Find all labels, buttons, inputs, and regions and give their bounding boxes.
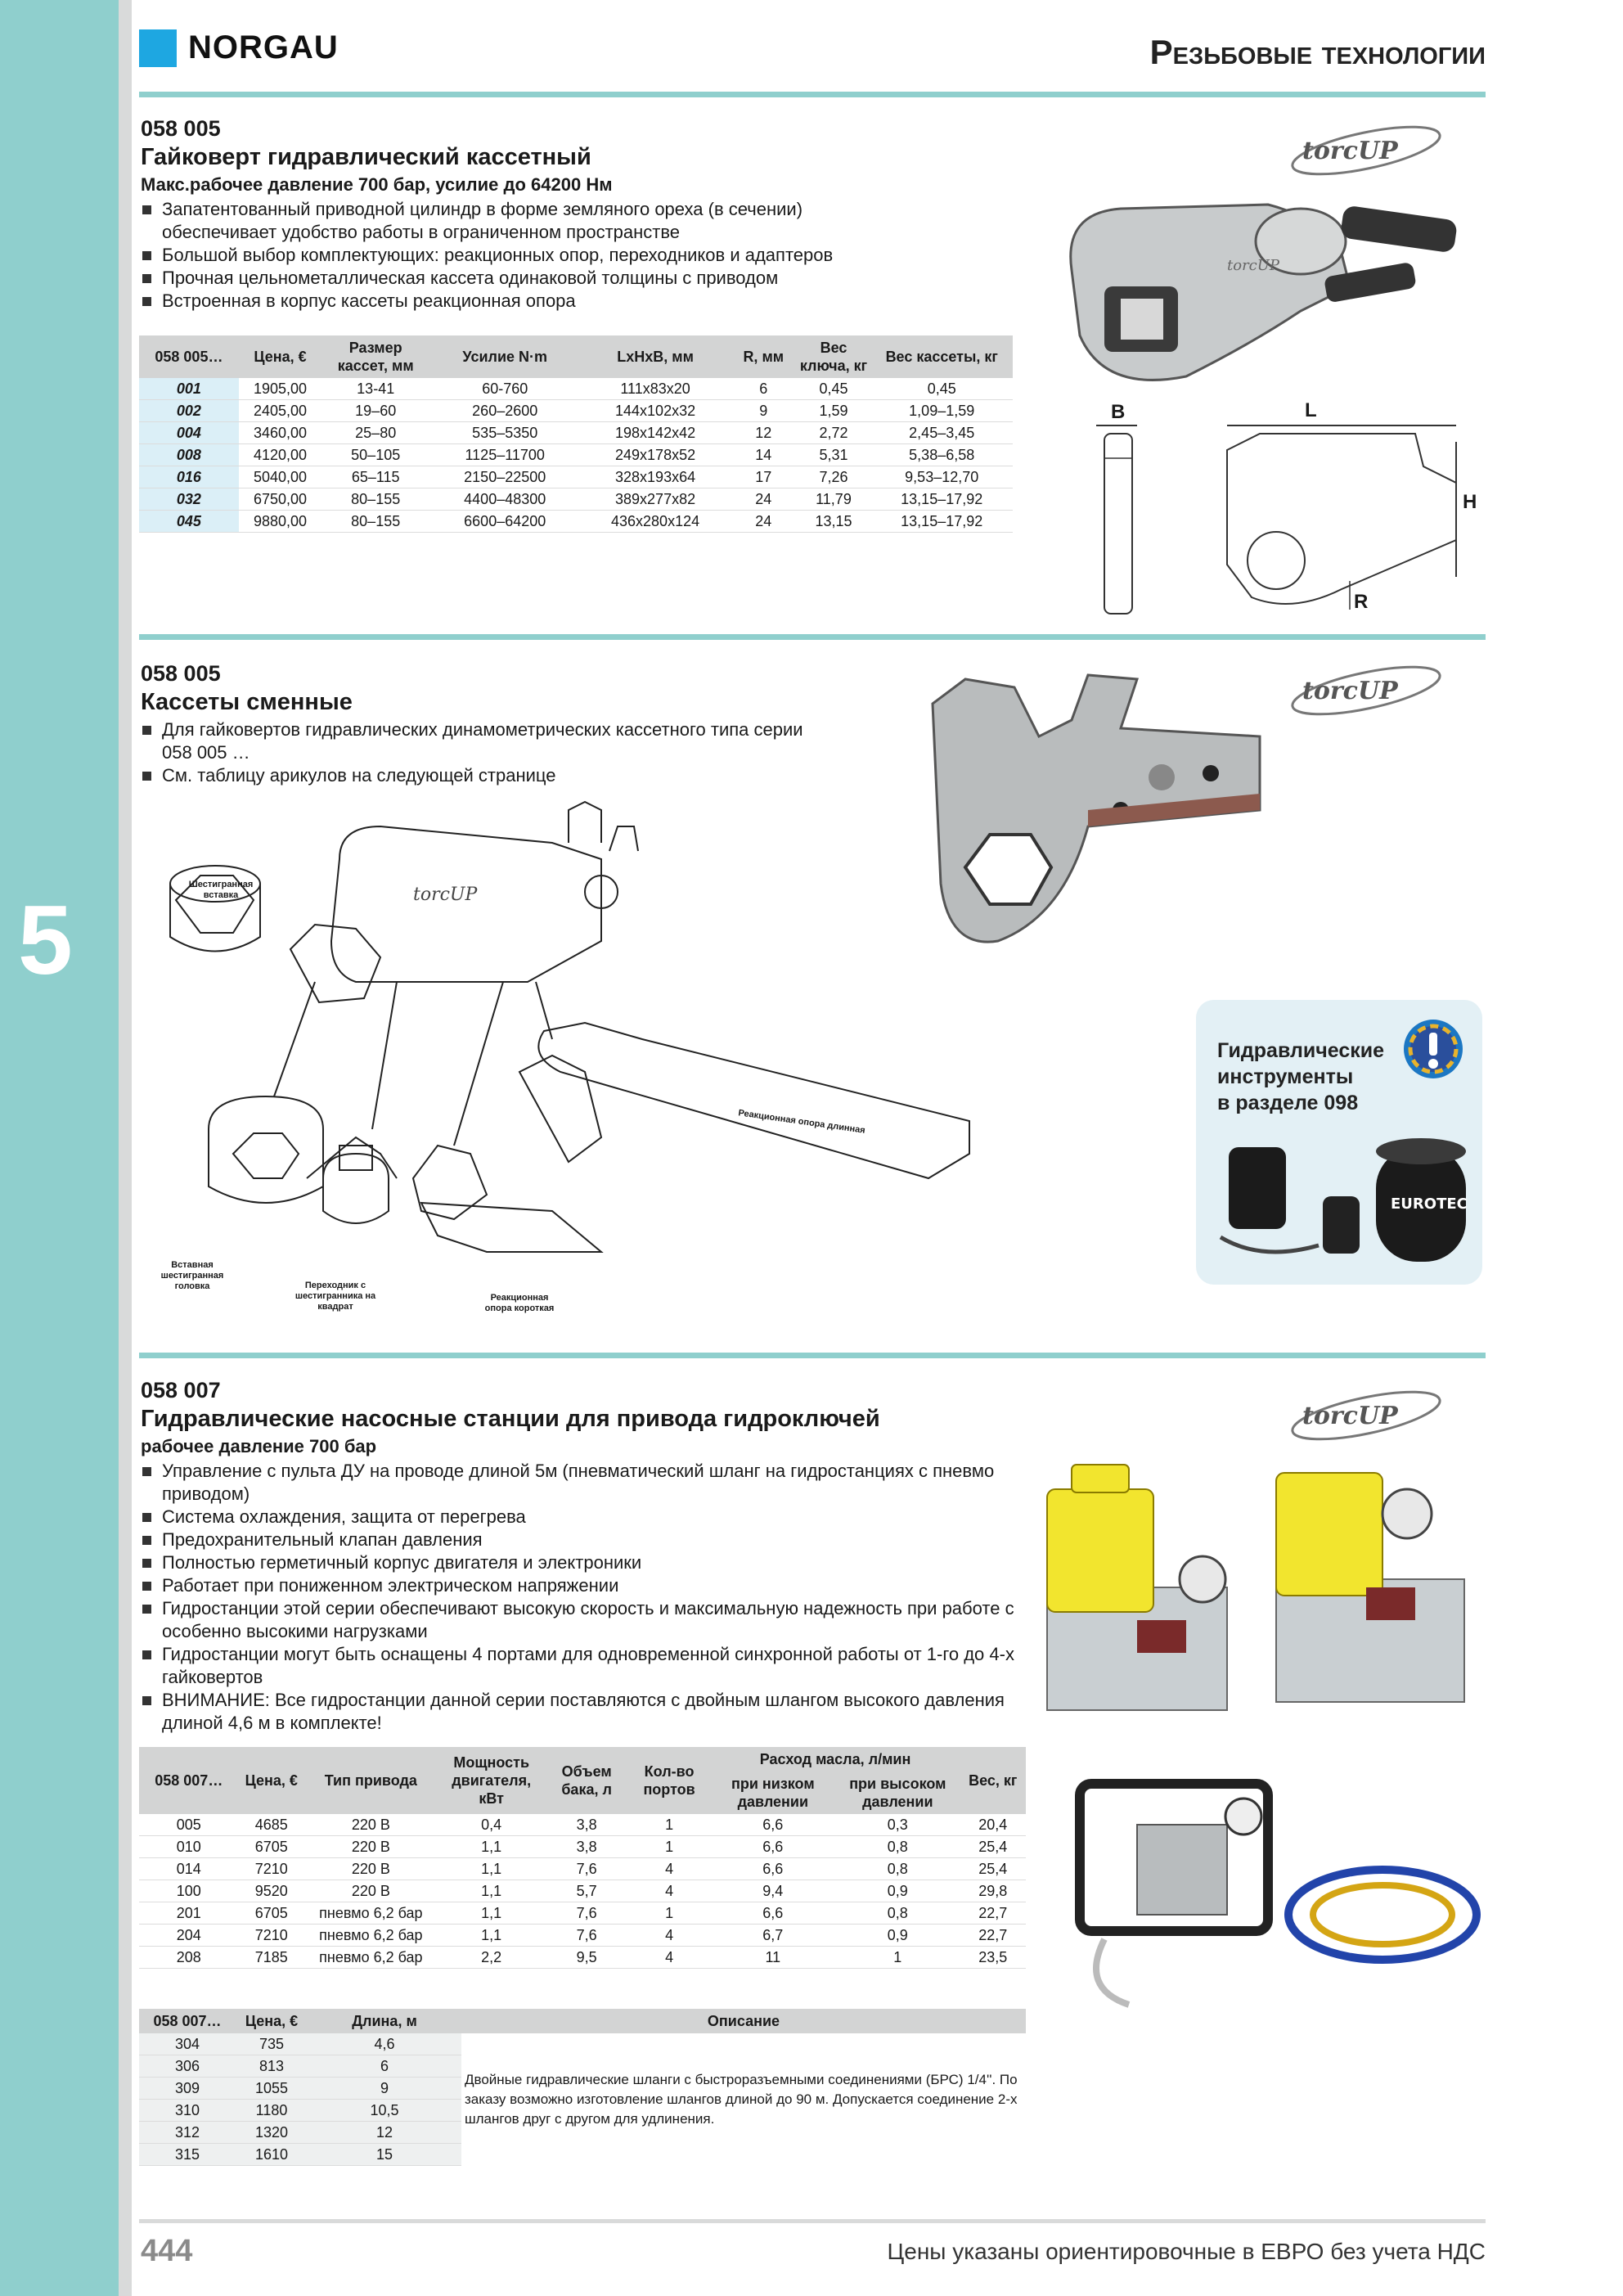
table-row: [139, 1902, 1026, 1925]
table-cell: 22,7: [960, 1925, 1026, 1947]
table-cell: 0,45: [870, 378, 1013, 400]
table-cell: 001: [139, 378, 239, 400]
table-cell: 4: [628, 1947, 711, 1969]
table-cell: 1: [628, 1814, 711, 1836]
section-cassettes: [141, 660, 877, 787]
table-cell: 1905,00: [239, 378, 321, 400]
table-cell: 0,3: [835, 1814, 960, 1836]
table-cell: 9520: [239, 1880, 304, 1902]
table-cell: 7210: [239, 1858, 304, 1880]
table-cell: 15: [308, 2144, 461, 2166]
table-cell: 6,6: [711, 1902, 836, 1925]
table-cell: 25,4: [960, 1836, 1026, 1858]
table-cell: 1320: [236, 2122, 308, 2144]
table-cell: 198x142x42: [580, 422, 731, 444]
svg-text:torcUP: torcUP: [413, 885, 478, 905]
col-header: Вес, кг: [960, 1747, 1026, 1814]
table-cell: 309: [139, 2078, 236, 2100]
table-row: [139, 488, 1013, 511]
table-cell: 310: [139, 2100, 236, 2122]
table-cell: 4: [628, 1858, 711, 1880]
hose-description: Двойные гидравлические шланги с быстроразъемными соединениями (БРС) 1/4''. По заказу возможно изготовление шлангов длиной до 90 м. Допускается соединение 2-х шлангов друг с другом для удлинения.: [465, 2071, 1018, 2127]
table-cell: 4685: [239, 1814, 304, 1836]
col-header: Кол-во портов: [628, 1747, 711, 1814]
feature-list: [141, 198, 1041, 313]
table-cell: 6,6: [711, 1858, 836, 1880]
table-cell: 0,45: [797, 378, 871, 400]
section-torque-wrench: [141, 115, 1041, 313]
table-row: [139, 1836, 1026, 1858]
table-cell: 7210: [239, 1925, 304, 1947]
table-cell: 813: [236, 2055, 308, 2078]
table-cell: 389x277x82: [580, 488, 731, 511]
table-cell: 1,1: [438, 1836, 546, 1858]
table-cell: 220 В: [304, 1880, 438, 1902]
dimension-drawing: [1072, 401, 1489, 622]
side-grey-band: [119, 0, 132, 2296]
list-item: Запатентованный приводной цилиндр в форме земляного ореха (в сечении) обеспечивает удобство работы в ограниченном пространстве: [141, 198, 865, 244]
section-pump-stations: [141, 1376, 1024, 1735]
table-cell: 9,53–12,70: [870, 466, 1013, 488]
table-cell: 80–155: [321, 511, 429, 533]
col-header: при низком давлении: [711, 1772, 836, 1814]
table-cell: 29,8: [960, 1880, 1026, 1902]
table-cell: 24: [731, 488, 797, 511]
table-cell: 13-41: [321, 378, 429, 400]
table-cell: 004: [139, 422, 239, 444]
exploded-diagram: [143, 794, 1010, 1334]
list-item: Гидростанции могут быть оснащены 4 портами для одновременной синхронной работы от 1-го до 4-х гайковертов: [141, 1643, 1024, 1689]
table-cell: 016: [139, 466, 239, 488]
col-header: Вес ключа, кг: [797, 335, 871, 378]
table-cell: 6,6: [711, 1814, 836, 1836]
col-header: Цена, €: [239, 1747, 304, 1814]
table-cell: 201: [139, 1902, 239, 1925]
table-cell: 2,72: [797, 422, 871, 444]
label-hex-head: Вставная шестигранная головка: [160, 1260, 224, 1291]
table-cell: 80–155: [321, 488, 429, 511]
table-cell: 6,7: [711, 1925, 836, 1947]
table-cell: 0,9: [835, 1880, 960, 1902]
dim-label-r: R: [1354, 591, 1369, 613]
col-header: при высоком давлении: [835, 1772, 960, 1814]
hydraulic-wrench-image: [1055, 180, 1481, 393]
table-cell: 144x102x32: [580, 400, 731, 422]
table-cell: пневмо 6,2 бар: [304, 1925, 438, 1947]
table-cell: 25–80: [321, 422, 429, 444]
col-header: 058 007…: [139, 2009, 236, 2033]
table-cell: 1,1: [438, 1902, 546, 1925]
table-cell: 25,4: [960, 1858, 1026, 1880]
table-cell: 9: [308, 2078, 461, 2100]
table-cell: пневмо 6,2 бар: [304, 1947, 438, 1969]
torcup-logo: [1284, 123, 1448, 177]
dim-label-h: H: [1463, 491, 1477, 513]
table-cell: 3,8: [546, 1836, 628, 1858]
col-header: Усилие N·m: [429, 335, 580, 378]
section-divider: [139, 1353, 1486, 1358]
table-cell: 008: [139, 444, 239, 466]
svg-text:torcUP: torcUP: [1302, 677, 1398, 705]
table-cell: 328x193x64: [580, 466, 731, 488]
table-cell: 23,5: [960, 1947, 1026, 1969]
table-cell: 1: [628, 1902, 711, 1925]
list-item: Прочная цельнометаллическая кассета одинаковой толщины с приводом: [141, 267, 1041, 290]
col-header: Длина, м: [308, 2009, 461, 2033]
table-row: [139, 2033, 1026, 2055]
table-cell: 65–115: [321, 466, 429, 488]
col-header: Расход масла, л/мин: [711, 1747, 960, 1772]
table-cell: 17: [731, 466, 797, 488]
wrench-spec-table: [139, 335, 1013, 533]
col-header: Объем бака, л: [546, 1747, 628, 1814]
table-cell: 6705: [239, 1902, 304, 1925]
table-cell: 4: [628, 1880, 711, 1902]
table-cell: 304: [139, 2033, 236, 2055]
table-cell: 1180: [236, 2100, 308, 2122]
table-cell: 19–60: [321, 400, 429, 422]
brand-logo-square: [139, 29, 177, 67]
table-cell: 1: [628, 1836, 711, 1858]
list-item: Большой выбор комплектующих: реакционных опор, переходников и адаптеров: [141, 244, 1041, 267]
table-cell: 24: [731, 511, 797, 533]
page-title: Резьбовые технологии: [1149, 33, 1486, 71]
table-cell: 2150–22500: [429, 466, 580, 488]
table-cell: 1125–11700: [429, 444, 580, 466]
table-cell: 5040,00: [239, 466, 321, 488]
table-cell: 315: [139, 2144, 236, 2166]
col-header: Вес кассеты, кг: [870, 335, 1013, 378]
table-cell: 4,6: [308, 2033, 461, 2055]
table-row: [139, 422, 1013, 444]
product-title: Гайковерт гидравлический кассетный: [141, 144, 591, 170]
hydraulic-tools-ad[interactable]: [1196, 1000, 1482, 1285]
hose-table: [139, 2009, 1026, 2166]
table-cell: 50–105: [321, 444, 429, 466]
table-cell: 7,6: [546, 1925, 628, 1947]
table-cell: 6750,00: [239, 488, 321, 511]
table-cell: 5,7: [546, 1880, 628, 1902]
table-cell: 535–5350: [429, 422, 580, 444]
ad-text: Гидравлические инструменты в разделе 098: [1217, 1039, 1385, 1114]
table-cell: 6,6: [711, 1836, 836, 1858]
pneumatic-pump-image: [1055, 1751, 1481, 2021]
table-cell: 005: [139, 1814, 239, 1836]
table-cell: 7,6: [546, 1902, 628, 1925]
footer-note: Цены указаны ориентировочные в ЕВРО без учета НДС: [887, 2239, 1486, 2264]
torcup-logo: [1284, 1388, 1448, 1442]
table-row: [139, 400, 1013, 422]
table-cell: 60-760: [429, 378, 580, 400]
table-cell: 1: [835, 1947, 960, 1969]
col-header: LxHxB, мм: [580, 335, 731, 378]
table-cell: 220 В: [304, 1814, 438, 1836]
list-item: См. таблицу арикулов на следующей странице: [141, 764, 877, 787]
table-cell: 7,26: [797, 466, 871, 488]
table-cell: 0,4: [438, 1814, 546, 1836]
svg-text:torcUP: torcUP: [1302, 1402, 1398, 1430]
table-cell: 220 В: [304, 1858, 438, 1880]
table-cell: 312: [139, 2122, 236, 2144]
table-cell: 4120,00: [239, 444, 321, 466]
table-cell: 9,4: [711, 1880, 836, 1902]
info-icon: [1402, 1018, 1464, 1080]
table-cell: 6: [731, 378, 797, 400]
list-item: Полностью герметичный корпус двигателя и электроники: [141, 1551, 1024, 1574]
table-cell: 111x83x20: [580, 378, 731, 400]
feature-list: [141, 1460, 1024, 1735]
table-row: [139, 1880, 1026, 1902]
label-hex-insert: Шестигранная вставка: [188, 880, 254, 900]
table-cell: 13,15: [797, 511, 871, 533]
product-title: Кассеты сменные: [141, 689, 353, 715]
table-cell: 20,4: [960, 1814, 1026, 1836]
table-cell: 2,45–3,45: [870, 422, 1013, 444]
table-cell: 13,15–17,92: [870, 511, 1013, 533]
table-cell: 6705: [239, 1836, 304, 1858]
svg-text:torcUP: torcUP: [1227, 257, 1280, 274]
col-header: 058 005…: [139, 335, 239, 378]
list-item: Работает при пониженном электрическом напряжении: [141, 1574, 1024, 1597]
product-code: 058 005: [141, 661, 221, 686]
table-row: [139, 1947, 1026, 1969]
list-item: Система охлаждения, защита от перегрева: [141, 1506, 1024, 1528]
product-title: Гидравлические насосные станции для привода гидроключей: [141, 1406, 880, 1432]
table-row: [139, 378, 1013, 400]
list-item: Гидростанции этой серии обеспечивают высокую скорость и максимальную надежность при работе с особенно высокими нагрузками: [141, 1597, 1024, 1643]
table-cell: 306: [139, 2055, 236, 2078]
col-header: Цена, €: [236, 2009, 308, 2033]
table-cell: 10,5: [308, 2100, 461, 2122]
col-header: Цена, €: [239, 335, 321, 378]
table-cell: 010: [139, 1836, 239, 1858]
table-cell: 260–2600: [429, 400, 580, 422]
table-cell: 249x178x52: [580, 444, 731, 466]
table-cell: 12: [731, 422, 797, 444]
product-subtitle: Макс.рабочее давление 700 бар, усилие до 64200 Нм: [141, 174, 613, 195]
table-row: [139, 511, 1013, 533]
footer-divider: [139, 2219, 1486, 2223]
table-cell: 1,09–1,59: [870, 400, 1013, 422]
table-cell: 3460,00: [239, 422, 321, 444]
table-cell: 9: [731, 400, 797, 422]
label-reaction-short: Реакционная опора короткая: [484, 1293, 555, 1313]
table-cell: 14: [731, 444, 797, 466]
col-header: Размер кассет, мм: [321, 335, 429, 378]
pump-spec-table: [139, 1747, 1026, 1969]
table-row: [139, 1858, 1026, 1880]
table-cell: 0,9: [835, 1925, 960, 1947]
table-cell: 22,7: [960, 1902, 1026, 1925]
dim-label-b: B: [1111, 401, 1126, 423]
table-cell: 4: [628, 1925, 711, 1947]
brand-logo-text: NORGAU: [188, 29, 339, 65]
table-cell: 2,2: [438, 1947, 546, 1969]
table-cell: 0,8: [835, 1858, 960, 1880]
table-cell: 9,5: [546, 1947, 628, 1969]
table-cell: 11: [711, 1947, 836, 1969]
torcup-logo: [1284, 663, 1448, 717]
table-cell: 1055: [236, 2078, 308, 2100]
table-row: [139, 1925, 1026, 1947]
col-header: Мощность двигателя, кВт: [438, 1747, 546, 1814]
table-row: [139, 466, 1013, 488]
table-cell: 204: [139, 1925, 239, 1947]
table-cell: 100: [139, 1880, 239, 1902]
table-cell: 7185: [239, 1947, 304, 1969]
table-cell: 11,79: [797, 488, 871, 511]
table-cell: 002: [139, 400, 239, 422]
table-cell: 6: [308, 2055, 461, 2078]
header-divider: [139, 92, 1486, 97]
hydraulic-cylinders-image: [1212, 1123, 1474, 1270]
table-cell: 220 В: [304, 1836, 438, 1858]
label-adapter: Переходник с шестигранника на квадрат: [294, 1281, 376, 1312]
svg-text:EUROTEC: EUROTEC: [1391, 1195, 1468, 1213]
list-item: Управление с пульта ДУ на проводе длиной 5м (пневматический шланг на гидростанциях с пневмо приводом): [141, 1460, 1024, 1506]
side-color-band: [0, 0, 119, 2296]
dim-label-l: L: [1305, 399, 1317, 421]
table-cell: 9880,00: [239, 511, 321, 533]
page-number: 444: [141, 2234, 193, 2268]
list-item: ВНИМАНИЕ: Все гидростанции данной серии поставляются с двойным шлангом высокого давления длиной 4,6 м в комплекте!: [141, 1689, 1024, 1735]
section-divider: [139, 634, 1486, 640]
list-item: Для гайковертов гидравлических динамометрических кассетного типа серии 058 005 …: [141, 718, 816, 764]
product-code: 058 007: [141, 1378, 221, 1402]
table-cell: 1610: [236, 2144, 308, 2166]
list-item: Предохранительный клапан давления: [141, 1528, 1024, 1551]
table-cell: 3,8: [546, 1814, 628, 1836]
table-cell: 5,31: [797, 444, 871, 466]
product-code: 058 005: [141, 116, 221, 141]
pump-stations-image: [1039, 1456, 1481, 1735]
list-item: Встроенная в корпус кассеты реакционная опора: [141, 290, 1041, 313]
table-cell: 6600–64200: [429, 511, 580, 533]
table-cell: 2405,00: [239, 400, 321, 422]
table-cell: 4400–48300: [429, 488, 580, 511]
table-cell: 1,1: [438, 1925, 546, 1947]
table-cell: пневмо 6,2 бар: [304, 1902, 438, 1925]
table-cell: 1,59: [797, 400, 871, 422]
table-cell: 7,6: [546, 1858, 628, 1880]
col-header: Описание: [461, 2009, 1026, 2033]
label-reaction-long: Реакционная опора длинная: [737, 1108, 866, 1136]
table-cell: 13,15–17,92: [870, 488, 1013, 511]
table-cell: 0,8: [835, 1902, 960, 1925]
table-cell: 5,38–6,58: [870, 444, 1013, 466]
chapter-number: 5: [18, 885, 73, 995]
svg-text:torcUP: torcUP: [1302, 137, 1398, 165]
col-header: Тип привода: [304, 1747, 438, 1814]
table-cell: 1,1: [438, 1880, 546, 1902]
feature-list: [141, 718, 877, 787]
table-cell: 1,1: [438, 1858, 546, 1880]
table-cell: 735: [236, 2033, 308, 2055]
table-cell: 208: [139, 1947, 239, 1969]
col-header: 058 007…: [139, 1747, 239, 1814]
product-subtitle: рабочее давление 700 бар: [141, 1436, 377, 1456]
table-cell: 12: [308, 2122, 461, 2144]
table-cell: 436x280x124: [580, 511, 731, 533]
table-row: [139, 1814, 1026, 1836]
table-cell: 045: [139, 511, 239, 533]
table-row: [139, 444, 1013, 466]
table-cell: 032: [139, 488, 239, 511]
col-header: R, мм: [731, 335, 797, 378]
table-cell: 0,8: [835, 1836, 960, 1858]
table-cell: 014: [139, 1858, 239, 1880]
